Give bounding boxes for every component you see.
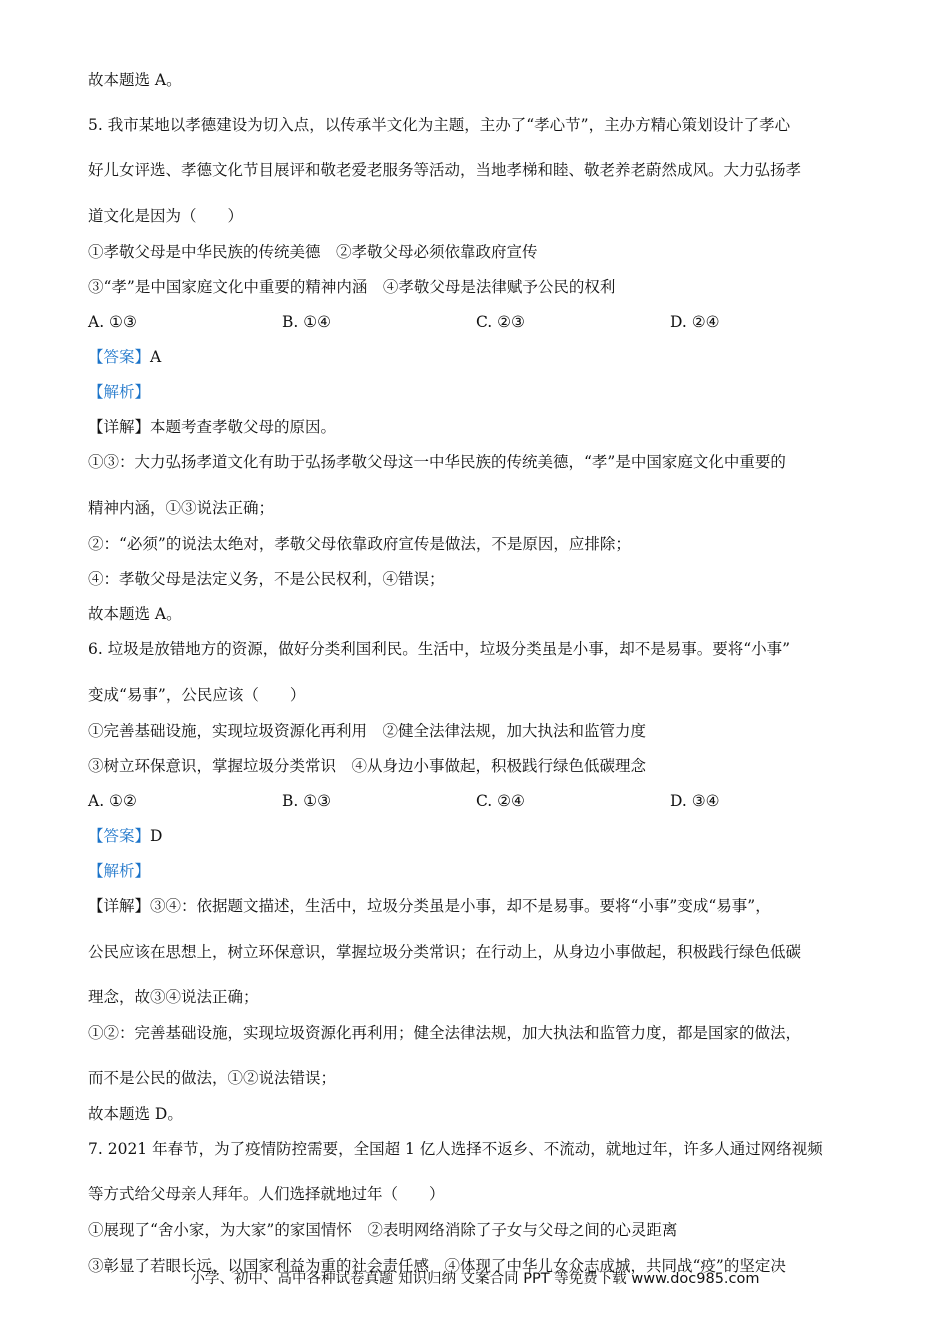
answer-options — [88, 312, 864, 332]
text-line: 道文化是因为（ ） — [88, 207, 244, 225]
answer-value: A — [150, 348, 162, 366]
answer-line — [88, 826, 162, 846]
option-a: A. ①③ — [88, 313, 137, 331]
text-line: 5. 我市某地以孝德建设为切入点，以传承半文化为主题，主办了“孝心节”，主办方精心策划设计了孝心 — [88, 116, 791, 134]
text-line: 精神内涵，①③说法正确； — [88, 499, 275, 517]
analysis-label: 【解析】 — [88, 862, 151, 880]
text-line: 故本题选 D。 — [88, 1105, 183, 1123]
text-line: 好儿女评选、孝德文化节目展评和敬老爱老服务等活动，当地孝梯和睦、敬老养老蔚然成风。大力弘扬孝 — [88, 161, 802, 179]
option-b: B. ①④ — [282, 313, 332, 331]
answer-label: 【答案】 — [88, 827, 151, 845]
text-line: ①②：完善基础设施，实现垃圾资源化再利用；健全法律法规，加大执法和监管力度，都是国家的做法， — [88, 1024, 802, 1042]
option-c: C. ②③ — [476, 313, 525, 331]
text-line: ①孝敬父母是中华民族的传统美德 ②孝敬父母必须依靠政府宣传 — [88, 243, 538, 261]
text-line: 7. 2021 年春节，为了疫情防控需要，全国超 1 亿人选择不返乡、不流动，就地过年，许多人通过网络视频 — [88, 1140, 823, 1158]
text-line: 故本题选 A。 — [88, 71, 182, 89]
text-line: 6. 垃圾是放错地方的资源，做好分类利国利民。生活中，垃圾分类虽是小事，却不是易事。要将“小事” — [88, 640, 791, 658]
text-line: ④：孝敬父母是法定义务，不是公民权利，④错误； — [88, 570, 445, 588]
text-line: 理念，故③④说法正确； — [88, 988, 259, 1006]
text-line: 故本题选 A。 — [88, 605, 182, 623]
option-a: A. ①② — [88, 792, 137, 810]
answer-options — [88, 791, 864, 811]
text-line: ②：“必须”的说法太绝对，孝敬父母依靠政府宣传是做法，不是原因，应排除； — [88, 535, 631, 553]
text-line: ③树立环保意识，掌握垃圾分类常识 ④从身边小事做起，积极践行绿色低碳理念 — [88, 757, 647, 775]
text-line: ③彰显了若眼长远，以国家利益为重的社会责任感 ④体现了中华儿女众志成城，共同战“疫”的坚定决 — [88, 1257, 786, 1275]
option-c: C. ②④ — [476, 792, 525, 810]
text-line: 等方式给父母亲人拜年。人们选择就地过年（ ） — [88, 1185, 445, 1203]
text-line: 公民应该在思想上，树立环保意识，掌握垃圾分类常识；在行动上，从身边小事做起，积极践行绿色低碳 — [88, 943, 802, 961]
answer-value: D — [150, 827, 163, 845]
text-line: ①③：大力弘扬孝道文化有助于弘扬孝敬父母这一中华民族的传统美德，“孝”是中国家庭文化中重要的 — [88, 453, 786, 471]
text-line: ①展现了“舍小家，为大家”的家国情怀 ②表明网络消除了子女与父母之间的心灵距离 — [88, 1221, 678, 1239]
answer-line — [88, 347, 161, 367]
option-d: D. ②④ — [670, 313, 720, 331]
option-d: D. ③④ — [670, 792, 720, 810]
text-line: 变成“易事”，公民应该（ ） — [88, 686, 306, 704]
footer-watermark: 小学、初中、高中各种试卷真题 知识归纳 文案合同 PPT 等免费下载 www.doc985.com — [190, 1271, 760, 1287]
text-line: ①完善基础设施，实现垃圾资源化再利用 ②健全法律法规，加大执法和监管力度 — [88, 722, 647, 740]
text-line: 【详解】本题考查孝敬父母的原因。 — [88, 418, 337, 436]
option-b: B. ①③ — [282, 792, 332, 810]
text-line: 而不是公民的做法，①②说法错误； — [88, 1069, 337, 1087]
text-line: 【详解】③④：依据题文描述，生活中，垃圾分类虽是小事，却不是易事。要将“小事”变成“易事”， — [88, 897, 771, 915]
analysis-label: 【解析】 — [88, 383, 151, 401]
text-line: ③“孝”是中国家庭文化中重要的精神内涵 ④孝敬父母是法律赋予公民的权利 — [88, 278, 616, 296]
answer-label: 【答案】 — [88, 348, 151, 366]
